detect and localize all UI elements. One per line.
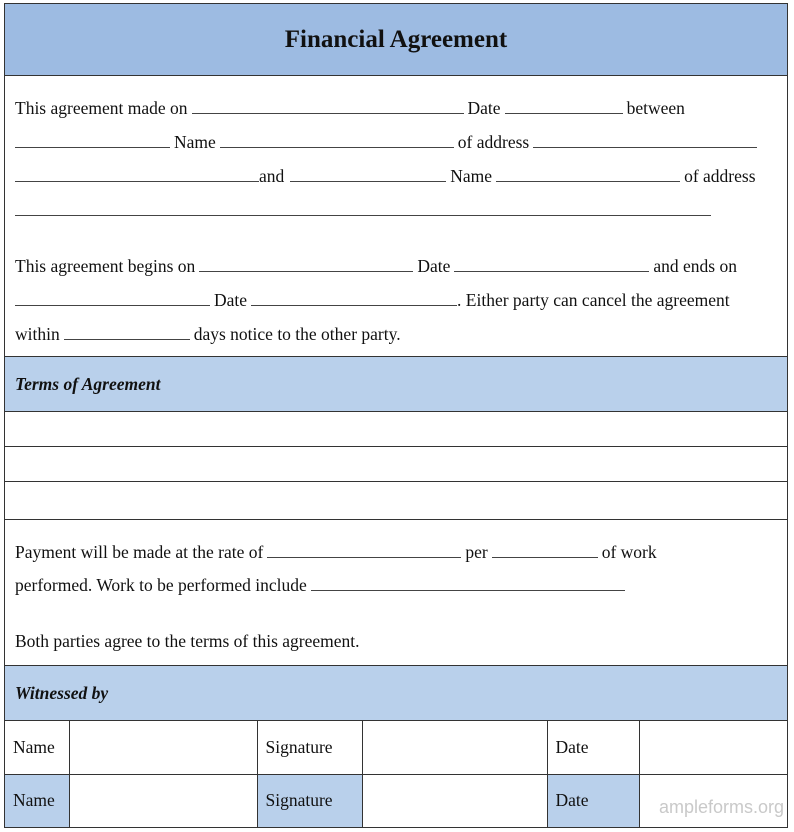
date-label: Date — [547, 774, 639, 827]
party2-address-field[interactable] — [15, 201, 711, 216]
name-cell[interactable] — [69, 721, 257, 774]
line-address-cont — [15, 200, 715, 221]
made-date-field[interactable] — [505, 99, 623, 114]
made-on-field[interactable] — [192, 99, 464, 114]
financial-agreement-form — [4, 3, 788, 828]
line-party1: Name of address — [15, 132, 761, 153]
end-date-field[interactable] — [251, 291, 457, 306]
party2-field[interactable] — [290, 167, 446, 182]
date-label: Date — [547, 721, 639, 774]
signature-cell[interactable] — [362, 721, 547, 774]
line-work: performed. Work to be performed include — [15, 575, 629, 596]
signature-label: Signature — [257, 721, 362, 774]
line-party2: and Name of address — [15, 166, 756, 187]
party2-name-field[interactable] — [496, 167, 680, 182]
form-title: Financial Agreement — [284, 25, 508, 53]
name-label: Name — [5, 774, 69, 827]
party1-field[interactable] — [15, 133, 170, 148]
witness-row — [5, 721, 787, 774]
parties-section — [5, 76, 787, 357]
begin-field[interactable] — [199, 257, 413, 272]
line-begins: This agreement begins on Date and ends on — [15, 256, 737, 276]
signature-cell[interactable] — [362, 774, 547, 827]
terms-line-1[interactable] — [5, 412, 787, 447]
name-label: Name — [5, 721, 69, 774]
line-agree: Both parties agree to the terms of this agreement. — [15, 631, 360, 651]
end-field[interactable] — [15, 291, 210, 306]
witness-heading: Witnessed by — [15, 682, 109, 703]
per-field[interactable] — [492, 543, 598, 558]
line-ends: Date . Either party can cancel the agreement — [15, 290, 730, 311]
signature-label: Signature — [257, 774, 362, 827]
line-payment-rate: Payment will be made at the rate of per of work — [15, 542, 657, 562]
party1-address-field[interactable] — [533, 133, 757, 148]
begin-date-field[interactable] — [454, 257, 649, 272]
line-notice: within days notice to the other party. — [15, 324, 401, 344]
rate-field[interactable] — [267, 543, 461, 558]
title-bar — [5, 4, 787, 76]
witness-heading-band — [5, 666, 787, 721]
line-made-on: This agreement made on Date between — [15, 98, 685, 118]
work-field[interactable] — [311, 576, 625, 591]
party1-name-field[interactable] — [220, 133, 454, 148]
terms-line-3[interactable] — [5, 482, 787, 520]
payment-section — [5, 520, 787, 666]
terms-heading-band — [5, 357, 787, 412]
notice-days-field[interactable] — [64, 325, 190, 340]
party1-address-cont-field[interactable] — [15, 167, 259, 182]
terms-heading: Terms of Agreement — [15, 373, 161, 394]
watermark: ampleforms.org — [658, 797, 784, 817]
terms-line-2[interactable] — [5, 447, 787, 482]
name-cell[interactable] — [69, 774, 257, 827]
date-cell[interactable] — [639, 721, 787, 774]
